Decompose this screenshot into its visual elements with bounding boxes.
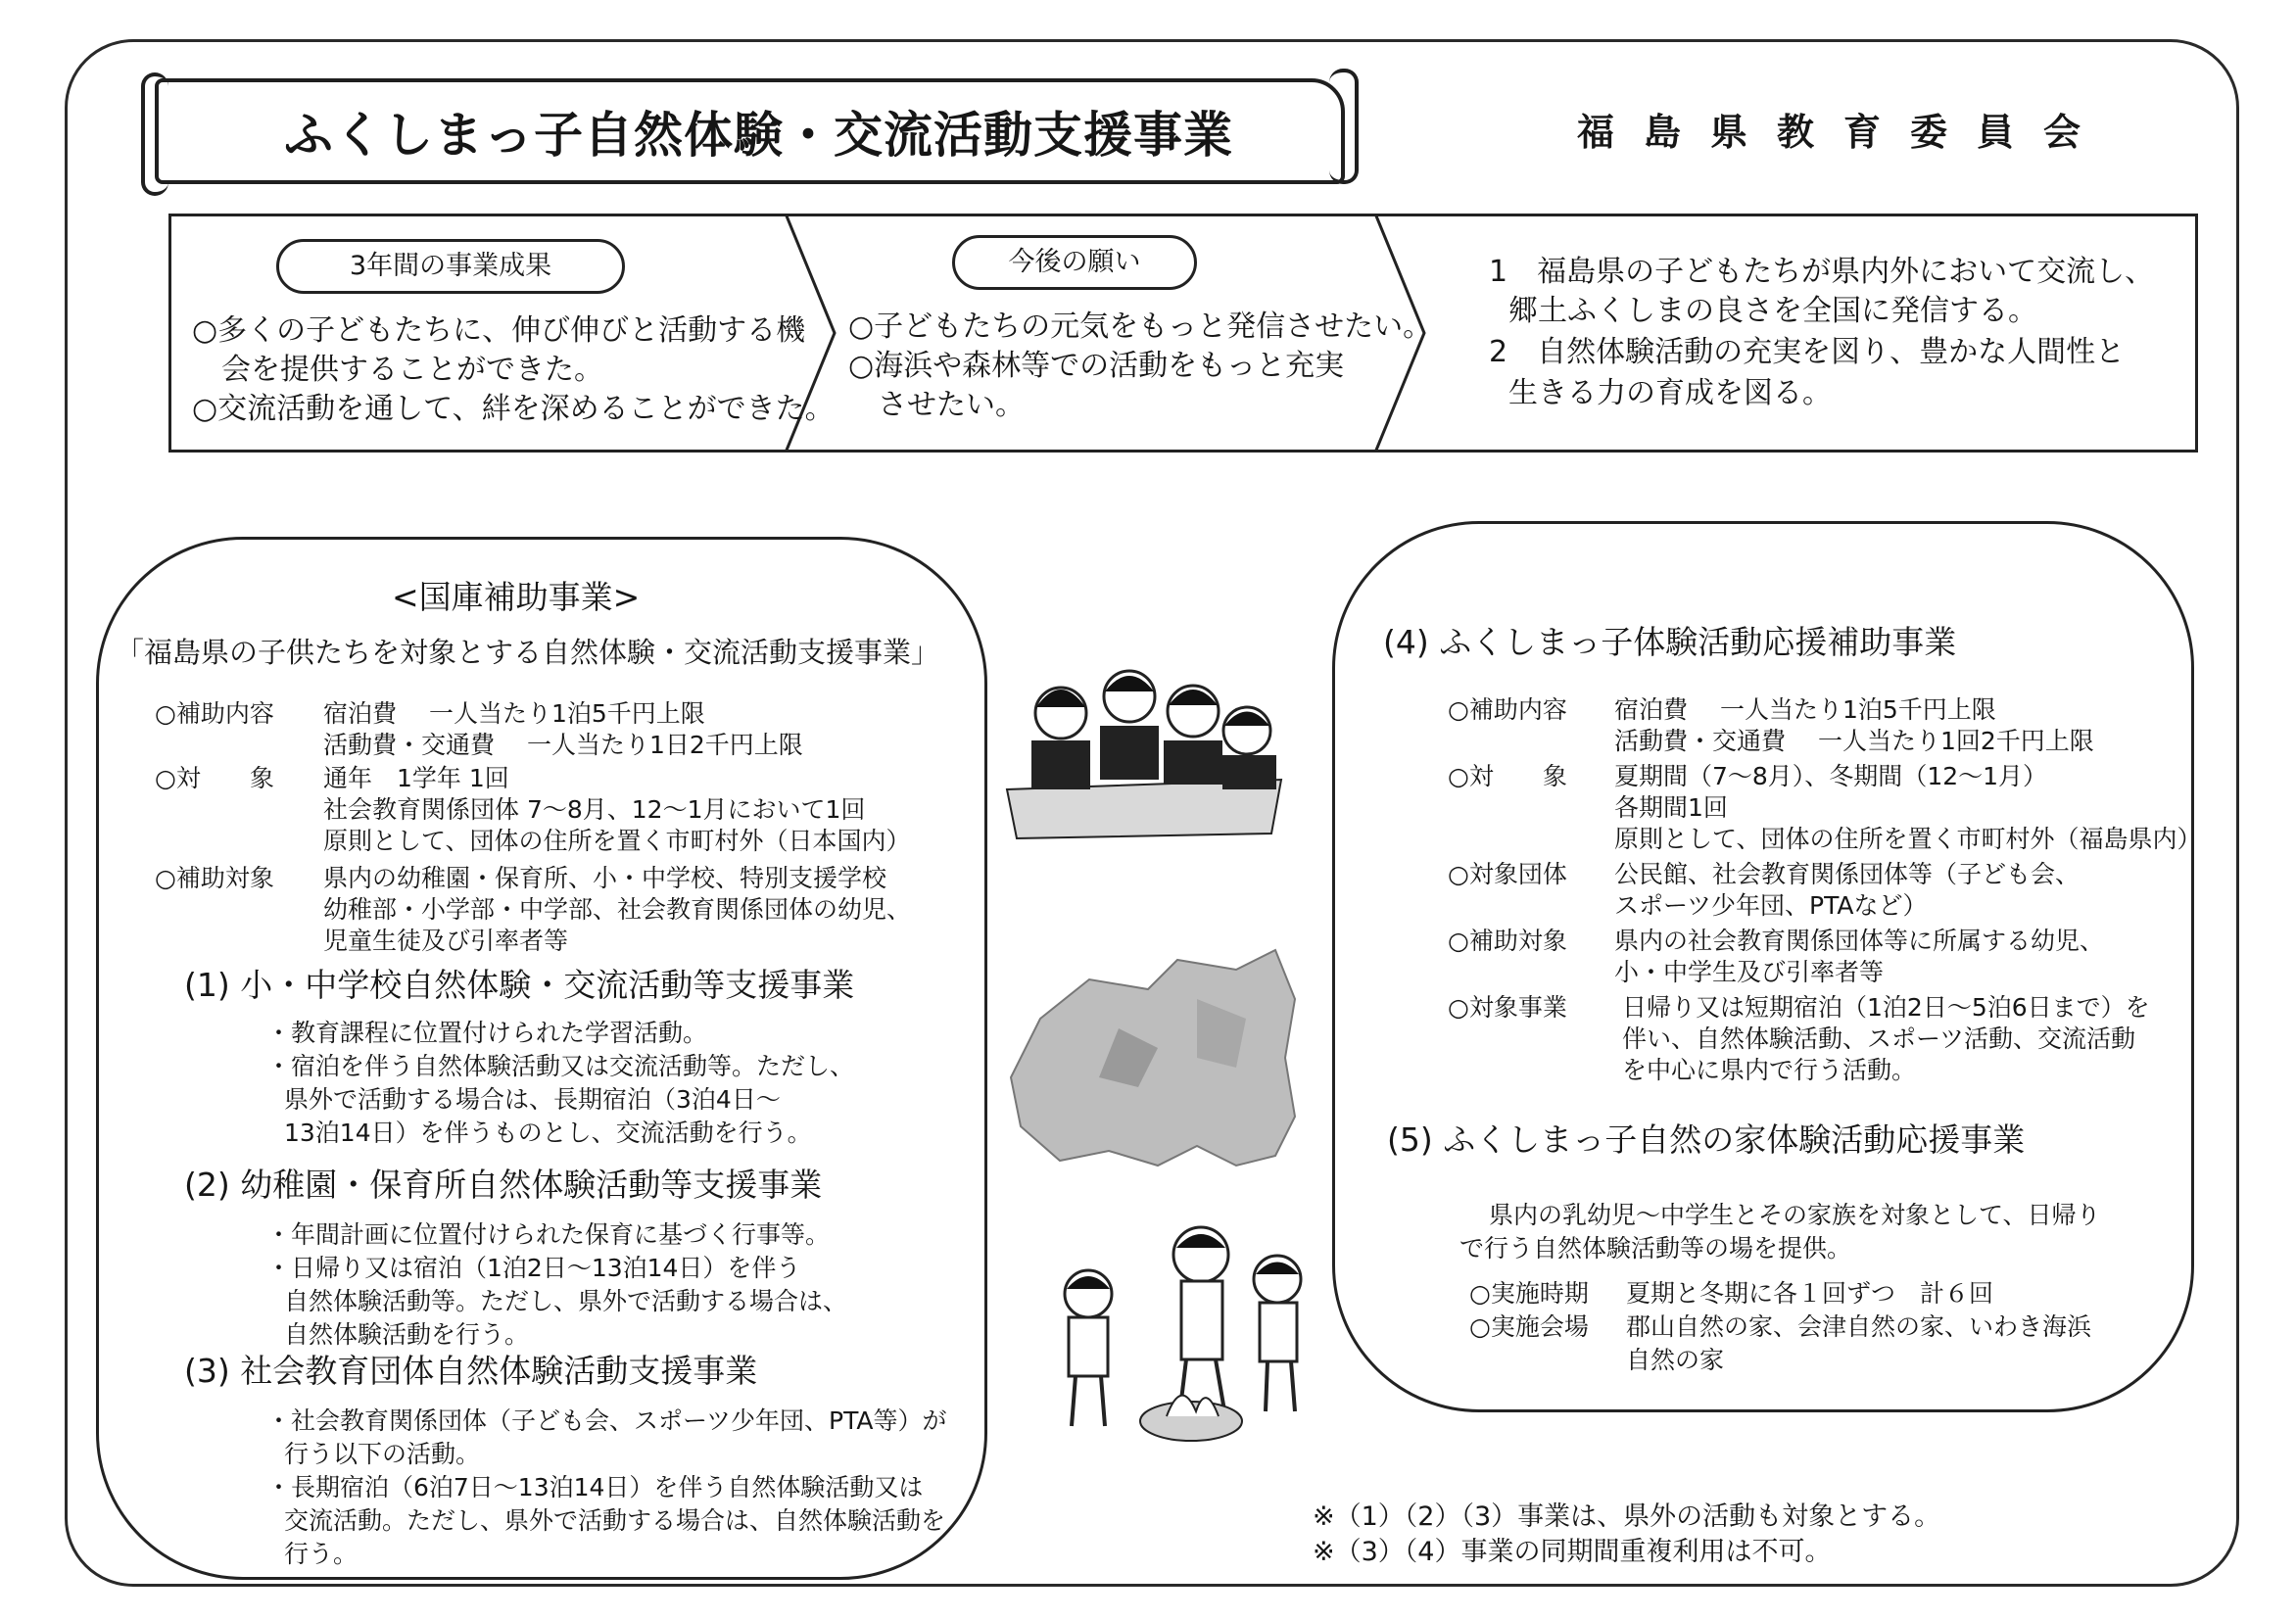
national-subtitle: 「福島県の子供たちを対象とする自然体験・交流活動支援事業」 <box>116 636 940 669</box>
results-line-3: ○交流活動を通して、絆を深めることができた。 <box>192 392 835 426</box>
right-detail-label-5: ○対象事業 <box>1448 993 1567 1022</box>
hopes-line-1: ○子どもたちの元気をもっと発信させたい。 <box>848 310 1433 344</box>
left-detail-3-line-3: 児童生徒及び引率者等 <box>323 927 569 955</box>
section-5-title: (5) ふくしまっ子自然の家体験活動応援事業 <box>1387 1120 2026 1159</box>
campfire-children-illustration <box>1034 1220 1338 1446</box>
left-detail-1-line-1: 宿泊費 一人当たり1泊5千円上限 <box>323 699 705 728</box>
section-2-title: (2) 幼稚園・保育所自然体験活動等支援事業 <box>184 1166 823 1204</box>
left-detail-label-1: ○補助内容 <box>155 699 274 728</box>
hopes-line-2: ○海浜や森林等での活動をもっと充実 <box>848 349 1345 383</box>
section-5-intro-line-1: 県内の乳幼児～中学生とその家族を対象として、日帰り <box>1489 1201 2101 1229</box>
organization-name: 福島県教育委員会 <box>1577 111 2111 154</box>
section-3-line-4: 交流活動。ただし、県外で活動する場合は、自然体験活動を <box>284 1506 946 1535</box>
results-line-1: ○多くの子どもたちに、伸び伸びと活動する機 <box>192 313 806 348</box>
section-3-line-1: ・社会教育関係団体（子ども会、スポーツ少年団、PTA等）が <box>266 1406 947 1435</box>
section-1-line-3: 県外で活動する場合は、長期宿泊（3泊4日～ <box>284 1085 781 1114</box>
section-2-line-1: ・年間計画に位置付けられた保育に基づく行事等。 <box>266 1220 831 1249</box>
section-5-label-1: ○実施時期 <box>1469 1279 1589 1308</box>
section-1-line-1: ・教育課程に位置付けられた学習活動。 <box>266 1019 708 1047</box>
section-3-line-5: 行う。 <box>284 1540 359 1568</box>
left-detail-3-line-1: 県内の幼稚園・保育所、小・中学校、特別支援学校 <box>323 864 887 892</box>
section-4-title: (4) ふくしまっ子体験活動応援補助事業 <box>1383 623 1957 661</box>
left-detail-2-line-3: 原則として、団体の住所を置く市町村外（日本国内） <box>323 827 911 855</box>
right-detail-5-line-3: を中心に県内で行う活動。 <box>1622 1056 1917 1084</box>
results-label: 3年間の事業成果 <box>276 239 625 294</box>
section-2-line-3: 自然体験活動等。ただし、県外で活動する場合は、 <box>284 1287 848 1315</box>
right-detail-5-line-1: 日帰り又は短期宿泊（1泊2日～5泊6日まで）を <box>1622 993 2150 1022</box>
hopes-label: 今後の願い <box>952 235 1197 290</box>
section-2-line-2: ・日帰り又は宿泊（1泊2日～13泊14日）を伴う <box>266 1254 801 1282</box>
right-detail-1-line-1: 宿泊費 一人当たり1泊5千円上限 <box>1614 695 1996 724</box>
fukushima-map-illustration <box>1001 940 1305 1185</box>
left-detail-label-3: ○補助対象 <box>155 864 274 892</box>
results-line-2: 会を提供することができた。 <box>221 353 603 387</box>
goals-line-3: 2 自然体験活動の充実を図り、豊かな人間性と <box>1489 335 2126 369</box>
note-2: ※（3）（4）事業の同期間重複利用は不可。 <box>1313 1537 1832 1567</box>
section-5-detail-2-line-2: 自然の家 <box>1626 1346 1725 1374</box>
section-1-line-4: 13泊14日）を伴うものとし、交流活動を行う。 <box>284 1119 812 1147</box>
left-detail-2-line-1: 通年 1学年 1回 <box>323 764 509 792</box>
left-detail-label-2: ○対 象 <box>155 764 274 792</box>
section-2-line-4: 自然体験活動を行う。 <box>284 1320 530 1349</box>
right-detail-3-line-1: 公民館、社会教育関係団体等（子ども会、 <box>1614 860 2081 888</box>
goals-line-4: 生きる力の育成を図る。 <box>1508 376 1832 410</box>
right-detail-3-line-2: スポーツ少年団、PTAなど） <box>1614 891 1928 920</box>
section-5-intro-line-2: で行う自然体験活動等の場を提供。 <box>1459 1234 1852 1263</box>
hopes-line-3: させたい。 <box>878 388 1025 422</box>
right-detail-label-2: ○対 象 <box>1448 762 1567 790</box>
section-3-title: (3) 社会教育団体自然体験活動支援事業 <box>184 1352 758 1390</box>
goals-line-1: 1 福島県の子どもたちが県内外において交流し、 <box>1489 255 2155 289</box>
right-detail-5-line-2: 伴い、自然体験活動、スポーツ活動、交流活動 <box>1622 1024 2136 1053</box>
goals-line-2: 郷土ふくしまの良さを全国に発信する。 <box>1508 294 2037 328</box>
page-title: ふくしまっ子自然体験・交流活動支援事業 <box>284 107 1233 164</box>
right-detail-label-4: ○補助対象 <box>1448 927 1567 955</box>
note-1: ※（1）（2）（3）事業は、県外の活動も対象とする。 <box>1313 1501 1941 1532</box>
left-detail-3-line-2: 幼稚部・小学部・中学部、社会教育関係団体の幼児、 <box>323 895 912 924</box>
section-3-line-3: ・長期宿泊（6泊7日～13泊14日）を伴う自然体験活動又は <box>266 1473 924 1501</box>
section-1-line-2: ・宿泊を伴う自然体験活動又は交流活動等。ただし、 <box>266 1052 855 1080</box>
section-1-title: (1) 小・中学校自然体験・交流活動等支援事業 <box>184 966 855 1004</box>
right-detail-4-line-1: 県内の社会教育関係団体等に所属する幼児、 <box>1614 927 2105 955</box>
right-detail-label-1: ○補助内容 <box>1448 695 1567 724</box>
national-heading: <国庫補助事業> <box>392 578 641 616</box>
right-detail-2-line-2: 各期間1回 <box>1614 793 1728 822</box>
right-detail-1-line-2: 活動費・交通費 一人当たり1回2千円上限 <box>1614 727 2094 755</box>
left-detail-1-line-2: 活動費・交通費 一人当たり1日2千円上限 <box>323 731 803 759</box>
section-5-detail-2-line-1: 郡山自然の家、会津自然の家、いわき海浜 <box>1626 1312 2092 1341</box>
right-detail-4-line-2: 小・中学生及び引率者等 <box>1614 958 1885 986</box>
section-3-line-2: 行う以下の活動。 <box>284 1440 481 1468</box>
children-studying-illustration <box>997 643 1291 848</box>
right-detail-label-3: ○対象団体 <box>1448 860 1567 888</box>
section-5-label-2: ○実施会場 <box>1469 1312 1589 1341</box>
right-detail-2-line-3: 原則として、団体の住所を置く市町村外（福島県内） <box>1614 825 2202 853</box>
right-detail-2-line-1: 夏期間（7～8月）、冬期間（12～1月） <box>1614 762 2048 790</box>
left-detail-2-line-2: 社会教育関係団体 7～8月、12～1月において1回 <box>323 795 866 824</box>
section-5-detail-1-line-1: 夏期と冬期に各１回ずつ 計６回 <box>1626 1279 1994 1308</box>
